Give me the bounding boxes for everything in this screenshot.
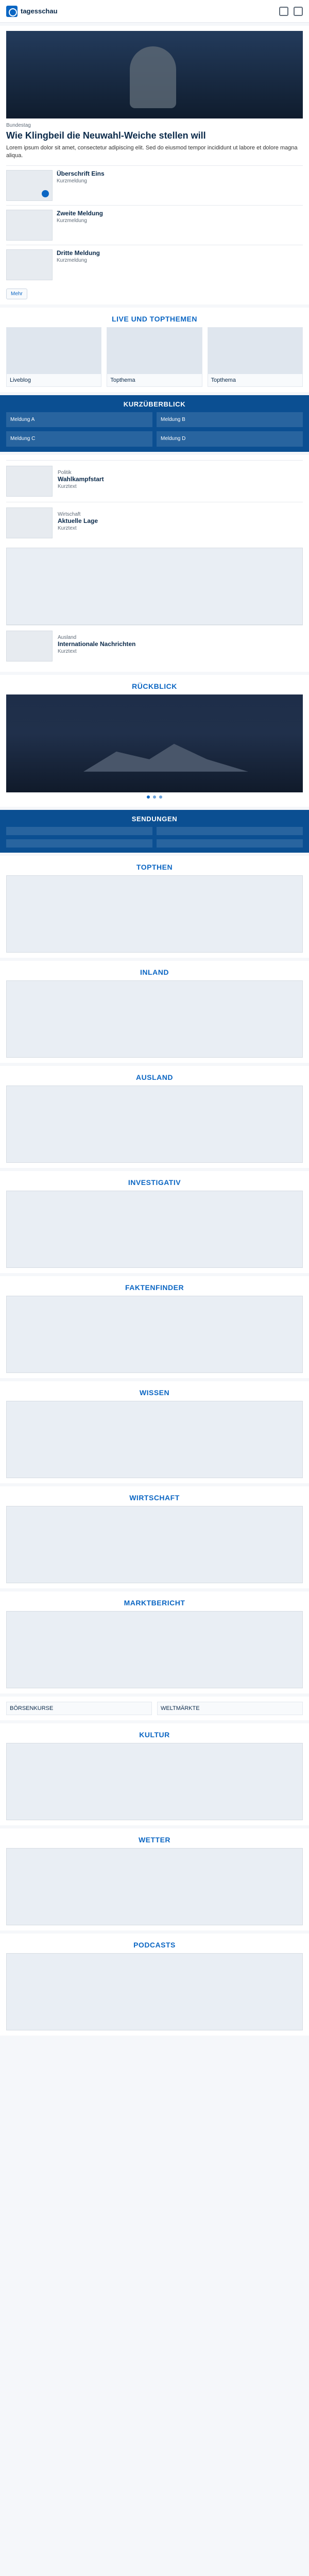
sendung-item[interactable] — [6, 827, 152, 835]
live-tile[interactable] — [208, 327, 303, 387]
investigativ-section — [0, 1171, 309, 1273]
tile-image — [7, 328, 101, 374]
wissen-placeholder — [6, 1401, 303, 1478]
sendung-item[interactable] — [6, 839, 152, 848]
item-title[interactable]: Zweite Meldung — [57, 209, 103, 217]
kurz-item[interactable]: Meldung D — [157, 431, 303, 447]
play-icon[interactable] — [42, 190, 49, 197]
boersen-tile[interactable] — [6, 1702, 152, 1715]
item-subtitle: Kurzmeldung — [57, 257, 87, 263]
marktbericht-placeholder — [6, 1611, 303, 1688]
live-title: LIVE UND TOPTHEMEN — [112, 314, 197, 323]
inland-title: INLAND — [140, 968, 169, 976]
hero-teaser: Lorem ipsum dolor sit amet, consectetur adipiscing elit. Sed do eiusmod tempor incididunt ut labore et dolore magna aliqua. — [6, 145, 298, 159]
mountain-graphic — [83, 741, 248, 772]
news-card[interactable] — [6, 460, 303, 502]
top-list — [6, 165, 303, 284]
faktenfinder-section — [0, 1276, 309, 1378]
news-card[interactable] — [6, 502, 303, 544]
tile-image — [208, 328, 302, 374]
ausland-title: AUSLAND — [136, 1073, 173, 1081]
search-icon[interactable] — [279, 7, 288, 16]
investigativ-placeholder — [6, 1191, 303, 1268]
wirtschaft-title: WIRTSCHAFT — [129, 1493, 180, 1502]
item-title[interactable]: Aktuelle Lage — [58, 517, 98, 524]
thumbnail — [6, 170, 53, 201]
ausland-section — [0, 1066, 309, 1168]
podcasts-section — [0, 1934, 309, 2036]
item-title[interactable]: Dritte Meldung — [57, 249, 100, 257]
wissen-title: WISSEN — [139, 1388, 170, 1397]
list-item[interactable] — [6, 165, 303, 205]
hero-image[interactable] — [6, 31, 303, 118]
tile-image — [107, 328, 201, 374]
wetter-placeholder — [6, 1848, 303, 1925]
topthen-title: TOPTHEN — [136, 862, 173, 871]
rueckblick-section — [0, 675, 309, 807]
item-subtitle: Kurzmeldung — [57, 178, 87, 184]
rueckblick-banner[interactable] — [6, 694, 303, 792]
site-logo[interactable] — [6, 6, 58, 17]
live-tile[interactable] — [107, 327, 202, 387]
item-subtitle: Kurztext — [58, 525, 77, 531]
weltmaerkte-tile[interactable] — [157, 1702, 303, 1715]
thumbnail — [6, 210, 53, 241]
wissen-section — [0, 1381, 309, 1483]
item-subtitle: Kurztext — [58, 483, 77, 489]
thumbnail — [6, 249, 53, 280]
news-card[interactable] — [6, 625, 303, 667]
rueckblick-title: RÜCKBLICK — [132, 682, 177, 690]
hero-headline[interactable]: Wie Klingbeil die Neuwahl-Weiche stellen will — [6, 130, 206, 141]
wetter-title: WETTER — [138, 1835, 171, 1844]
sendung-item[interactable] — [157, 827, 303, 835]
podcasts-placeholder — [6, 1953, 303, 2030]
kicker: Politik — [58, 469, 72, 476]
marktbericht-title: MARKTBERICHT — [124, 1598, 185, 1607]
hero-section — [0, 26, 309, 304]
item-subtitle: Kurzmeldung — [57, 217, 87, 224]
wirtschaft-section — [0, 1486, 309, 1588]
live-tile[interactable] — [6, 327, 101, 387]
carousel-dot[interactable] — [147, 795, 150, 799]
carousel-dots — [6, 795, 303, 799]
inland-section — [0, 961, 309, 1063]
footer-spacer — [0, 2039, 309, 2059]
investigativ-title: INVESTIGATIV — [128, 1178, 181, 1187]
hero-person-silhouette — [130, 46, 176, 108]
tile-caption: Topthema — [110, 377, 135, 383]
carousel-dot[interactable] — [153, 795, 156, 799]
topthen-placeholder — [6, 875, 303, 953]
faktenfinder-placeholder — [6, 1296, 303, 1373]
kurzueberblick-section — [0, 395, 309, 452]
live-section — [0, 308, 309, 392]
podcasts-title: PODCASTS — [133, 1940, 176, 1949]
faktenfinder-title: FAKTENFINDER — [125, 1283, 184, 1292]
kurzueberblick-title: KURZÜBERBLICK — [123, 400, 186, 408]
tile-caption: Topthema — [211, 377, 236, 383]
carousel-dot[interactable] — [159, 795, 162, 799]
thumbnail — [6, 507, 53, 538]
weltmaerkte-title: WELTMÄRKTE — [161, 1705, 200, 1711]
ausland-placeholder — [6, 1086, 303, 1163]
item-subtitle: Kurztext — [58, 648, 77, 654]
sendungen-grid — [6, 827, 303, 848]
top-bar — [0, 0, 309, 23]
thumbnail — [6, 631, 53, 662]
marktbericht-section — [0, 1591, 309, 1693]
item-title[interactable]: Überschrift Eins — [57, 170, 105, 177]
kurz-item[interactable]: Meldung C — [6, 431, 152, 447]
kultur-section — [0, 1723, 309, 1825]
wetter-section — [0, 1828, 309, 1930]
boersen-section — [0, 1697, 309, 1720]
kurz-item[interactable]: Meldung A — [6, 412, 152, 428]
brand-icon — [6, 6, 18, 17]
ad-placeholder — [6, 548, 303, 625]
item-title[interactable]: Wahlkampfstart — [58, 475, 104, 483]
sendung-item[interactable] — [157, 839, 303, 848]
hero-kicker: Bundestag — [6, 123, 31, 128]
thumbnail — [6, 466, 53, 497]
kicker: Ausland — [58, 634, 77, 640]
wirtschaft-placeholder — [6, 1506, 303, 1583]
item-title[interactable]: Internationale Nachrichten — [58, 640, 136, 648]
kurz-item[interactable]: Meldung B — [157, 412, 303, 428]
menu-icon[interactable] — [294, 7, 303, 16]
kultur-placeholder — [6, 1743, 303, 1820]
more-button[interactable]: Mehr — [6, 289, 27, 299]
topthen-section — [0, 856, 309, 958]
kicker: Wirtschaft — [58, 511, 81, 517]
news-section — [0, 455, 309, 672]
live-tiles — [6, 327, 303, 387]
list-item[interactable] — [6, 205, 303, 245]
kultur-title: KULTUR — [139, 1730, 170, 1739]
boersenkurse-title: BÖRSENKURSE — [10, 1705, 54, 1711]
kurzueberblick-grid — [6, 412, 303, 447]
list-item[interactable] — [6, 245, 303, 284]
tile-caption: Liveblog — [10, 377, 31, 383]
brand-name: tagesschau — [21, 7, 58, 15]
sendungen-title: SENDUNGEN — [131, 815, 178, 823]
sendungen-section — [0, 810, 309, 853]
inland-placeholder — [6, 980, 303, 1058]
